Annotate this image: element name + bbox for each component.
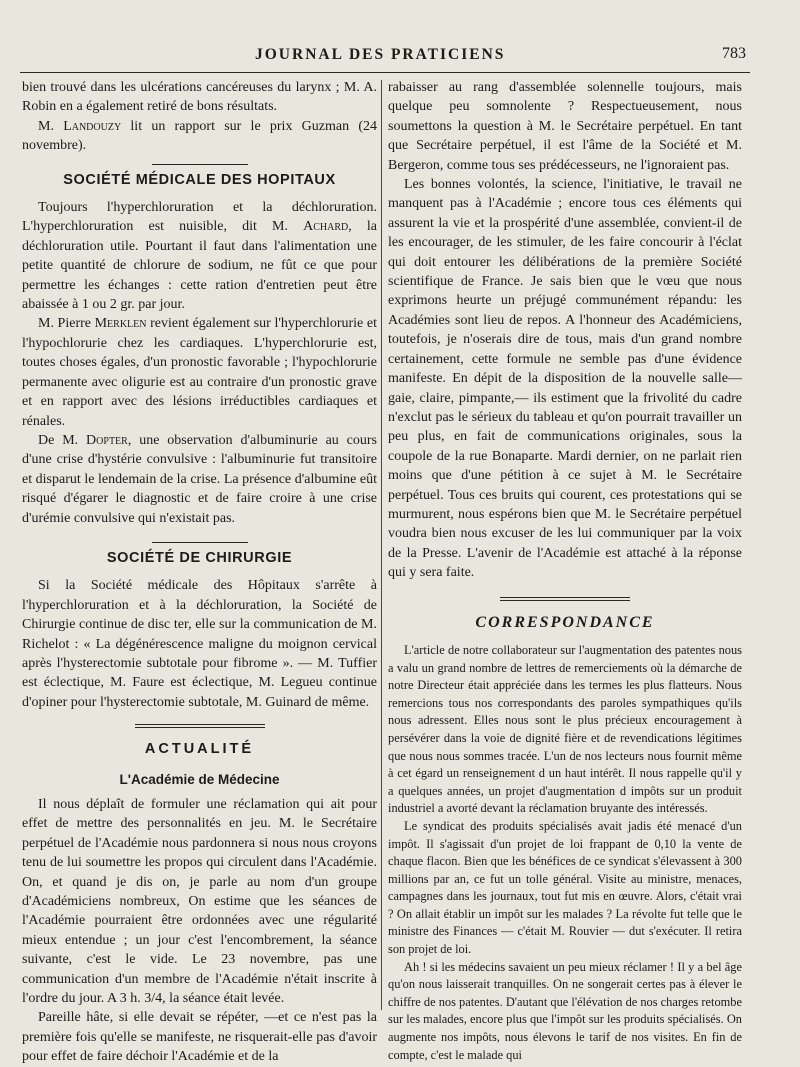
section-double-rule	[135, 724, 265, 728]
paragraph: Si la Société médicale des Hôpitaux s'arrête à l'hyperchloruration et à la déchloruration, la Société de Chirurgie continue de disc ter, elle sur la communication de M. Richelot : « La dégénérescence maligne du moignon cervical après l'hysterectomie subtotale pour fibrome ». — M. Tuffier est éclectique, M. Faure est éclectique, M. Legueu continue d'opiner pour l'hysterectomie subtotale, M. Guinard de même.	[22, 578, 377, 710]
page-number: 783	[722, 45, 746, 62]
section-title: SOCIÉTÉ DE CHIRURGIE	[106, 549, 293, 566]
correspondence-text	[388, 642, 742, 1064]
paragraph-text: De M.	[38, 432, 87, 448]
section-title: ACTUALITÉ	[144, 741, 255, 758]
paragraph	[22, 117, 377, 156]
paragraph: L'article de notre collaborateur sur l'augmentation des patentes nous a valu un grand nombre de lettres de remerciements où la démarche de notre Directeur était appréciée dans les termes les plus flatteurs. Nous remercions tous nos correspondants des paroles sympathiques qu'ils nous adressent. Elles nous sont le plus précieux encouragement à persévérer dans la voie de dignité fière et de revendications légitimes que nous nous sommes tracée. L'un de nos lecteurs nous fournit même à cet égard un renseignement d un haut intérêt. Il nous rappelle qu'il y a quelques années, un projet d'augmentation d impôts sur un produit industriel a avorté devant la réclamation bruyante des intéressés.	[388, 642, 742, 816]
paragraph: Les bonnes volontés, la science, l'initiative, le travail ne manquent pas à l'Académie ; encore tous ces éléments qui assurent la vie et la prospérité d'une assemblée, convient-il de les encourager, de les stimuler, de les faire concourir à l'éclat qui doit entourer les délibérations de la première Société scientifique de France. Je sais bien que le vœu que nous exprimons heurte un préjugé communément répandu: les Académies sont lieu de repos. A l'honneur des Académiciens, toutefois, je n'oserais dire de tous, mais d'un grand nombre certainement, cette formule ne semble pas d'une évidence manifeste. En dépit de la disposition de la nouvelle salle— gaie, claire, pimpante,— ils estiment que la frivolité du cadre n'exclut pas le sérieux du tableau et qu'on pourrait travailler un peu plus, en fait de communications originales, sous la coupole de la rue Bonaparte. Mardi dernier, on ne parlait rien moins que d'une pétition à ce sujet à M. le Secrétaire perpétuel. Tous ces bruits qui courent, ces protestations qui se murmurent, nous espérons bien que M. le Secrétaire perpétuel voudra bien nous excuser de les lui communiquer par la voix de la Presse. L'avenir de l'Académie est attaché à la réponse qui y sera faite.	[388, 177, 742, 581]
running-title: JOURNAL DES PRATICIENS	[255, 46, 506, 63]
section-title: CORRESPONDANCE	[475, 613, 655, 631]
paragraph-text: M.	[38, 118, 64, 134]
paragraph-text: , une observation d'albuminurie au cours d'une crise d'hystérie convulsive : l'albuminurie fut transitoire et disparut le lendemain de la crise. La présence d'albumine eût risqué d'égarer le diagnostic et de faire croire à une crise d'urémie convulsive qui n'existait pas.	[22, 432, 377, 526]
paragraph: Ah ! si les médecins savaient un peu mieux réclamer ! Il y a bel âge qu'on nous laisserait tranquilles. On ne songerait certes pas à élever le chiffre de nos patentes. D'autant que l'élévation de nos charges retombe sur les malades, encore plus que l'impôt sur les produits spécialisés. On augmente nos impôts, nous élevons le tarif de nos visites. En fin de compte, c'est le malade qui	[388, 959, 742, 1062]
section-rule	[152, 542, 248, 543]
left-column	[22, 78, 377, 1067]
paragraph	[22, 431, 377, 528]
paragraph: bien trouvé dans les ulcérations cancéreuses du larynx ; M. A. Robin en a également retiré de bons résultats.	[22, 80, 377, 115]
section-title: SOCIÉTÉ MÉDICALE DES HOPITAUX	[63, 171, 336, 188]
section-double-rule	[500, 597, 630, 601]
paragraph: Pareille hâte, si elle devait se répéter, —et ce n'est pas la première fois qu'elle se manifeste, ne risquerait-elle pas d'avoir pour effet de faire déchoir l'Académie et de la	[22, 1010, 377, 1065]
paragraph	[22, 314, 377, 430]
paragraph-text: , la déchloruration utile. Pourtant il faut dans l'alimentation une petite quantité de chlorure de sodium, ne fût ce que pour permettre les échanges : cette ration d'entretien peut être abaissée à 1 ou 2 gr. par jour.	[22, 219, 377, 313]
paragraph: rabaisser au rang d'assemblée solennelle toujours, mais quelque peu somnolente ? Respectueusement, nous soumettons la question à M. le Secrétaire perpétuel. En tant que Secrétaire perpétuel, il est l'âme de la Société et M. Bergeron, comme tous ses prédécesseurs, ne l'ignoraient pas.	[388, 80, 742, 173]
person-name: Achard	[303, 219, 349, 235]
paragraph-text: Toujours l'hyperchloruration et la déchloruration. L'hyperchloruration est nuisible, dit M.	[22, 200, 377, 235]
paragraph: Il nous déplaît de formuler une réclamation qui ait pour effet de mettre des personnalités en jeu. M. le Secrétaire perpétuel de l'Académie nous pardonnera si nous nous croyons tenu de lui soumettre les propos qui circulent dans l'Académie. On, et quand je dis on, je parle au nom d'un groupe d'Académiciens nombreux, On estime que les séances de l'Académie pourraient être ordonnées avec une régularité mieux entendue ; un jour c'est l'encombrement, la séance suivante, c'est le vide. Le 23 novembre, pas une communication d'un membre de l'Académie n'était inscrite à l'ordre du jour. A 3 h. 3/4, la séance était levée.	[22, 797, 377, 1007]
paragraph	[22, 198, 377, 314]
right-column	[388, 78, 742, 1064]
paragraph-text: lit un rapport sur le prix Guzman (24 novembre).	[22, 118, 378, 154]
paragraph-text: M. Pierre	[38, 316, 95, 332]
person-name: Merklen	[94, 316, 147, 332]
section-subtitle: L'Académie de Médecine	[119, 771, 280, 787]
section-rule	[152, 164, 248, 165]
page-header	[20, 40, 750, 73]
person-name: Dopter	[86, 432, 128, 448]
column-divider	[381, 80, 382, 1010]
paragraph: Le syndicat des produits spécialisés avait jadis été menacé d'un impôt. Il s'agissait d'un projet de loi frappant de 0,10 la vente de chaque flacon. Bien que les bénéfices de ce syndicat s'élevassent à 300 millions par an, ce fut un tolle général. Visite au ministre, menaces, campagnes dans les journaux, tout fut mis en œuvre. Alors, c'était vrai ? On allait établir un impôt sur les malades ? La révolte fut telle que le ministre des Finances — c'était M. Rouvier — dut s'exécuter. Il retira son projet de loi.	[388, 818, 742, 957]
person-name: Landouzy	[63, 118, 122, 134]
paragraph-text: revient également sur l'hyperchlorurie et l'hypochlorurie chez les cardiaques. L'hyperchlorurie est, toutes choses égales, d'un pronostic favorable ; l'hypochlorurie permanente avec oligurie est au contraire d'un pronostic grave et en rapport avec des lésions irréductibles cardiaques et rénales.	[22, 316, 377, 429]
